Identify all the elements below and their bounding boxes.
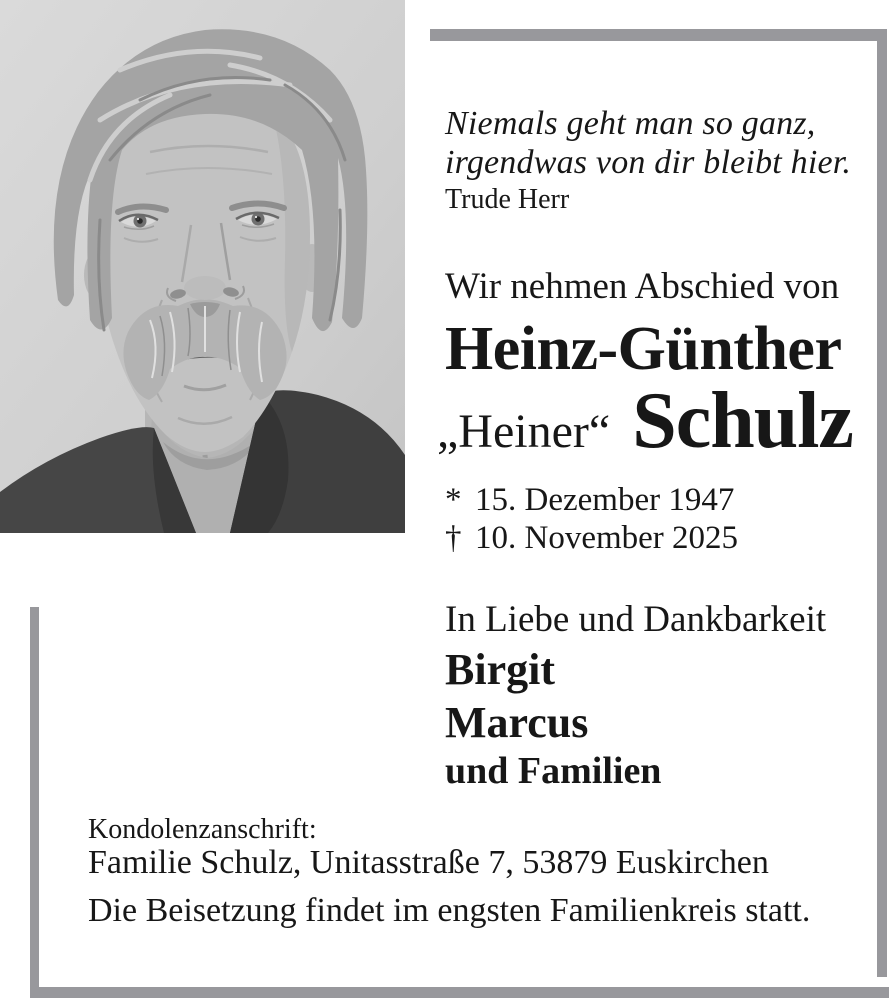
death-cross-icon: † <box>445 520 462 556</box>
condolence-label: Kondolenzanschrift: <box>88 814 317 845</box>
life-dates <box>445 481 738 557</box>
frame-top-bar <box>430 29 887 41</box>
funeral-notice: Die Beisetzung findet im engsten Familienkreis statt. <box>88 892 811 929</box>
mourners-family-suffix: und Familien <box>445 750 662 792</box>
deceased-last-name: Schulz <box>632 377 853 465</box>
mourners-intro: In Liebe und Dankbarkeit <box>445 599 827 640</box>
condolence-address: Familie Schulz, Unitasstraße 7, 53879 Euskirchen <box>88 844 769 881</box>
deceased-name-row <box>437 377 853 465</box>
frame-right-bar <box>877 29 887 977</box>
death-date: 10. November 2025 <box>475 520 739 556</box>
portrait-illustration <box>0 0 405 533</box>
deceased-first-names: Heinz-Günther <box>445 315 842 383</box>
mourner-name: Marcus <box>445 698 589 747</box>
birth-date-row <box>445 481 738 519</box>
quote-line-2: irgendwas von dir bleibt hier. <box>445 144 852 181</box>
death-date-row <box>445 519 738 557</box>
quote-line-1: Niemals geht man so ganz, <box>445 105 816 142</box>
deceased-nickname: „Heiner“ <box>437 405 611 458</box>
portrait-photo <box>0 0 405 533</box>
frame-left-bar <box>30 607 39 998</box>
born-star-icon: * <box>445 482 462 518</box>
memorial-quote <box>445 104 851 215</box>
quote-attribution: Trude Herr <box>445 184 570 215</box>
frame-bottom-bar <box>30 987 889 998</box>
birth-date: 15. Dezember 1947 <box>475 482 735 518</box>
mourner-name: Birgit <box>445 645 555 694</box>
farewell-intro: Wir nehmen Abschied von <box>445 266 840 307</box>
